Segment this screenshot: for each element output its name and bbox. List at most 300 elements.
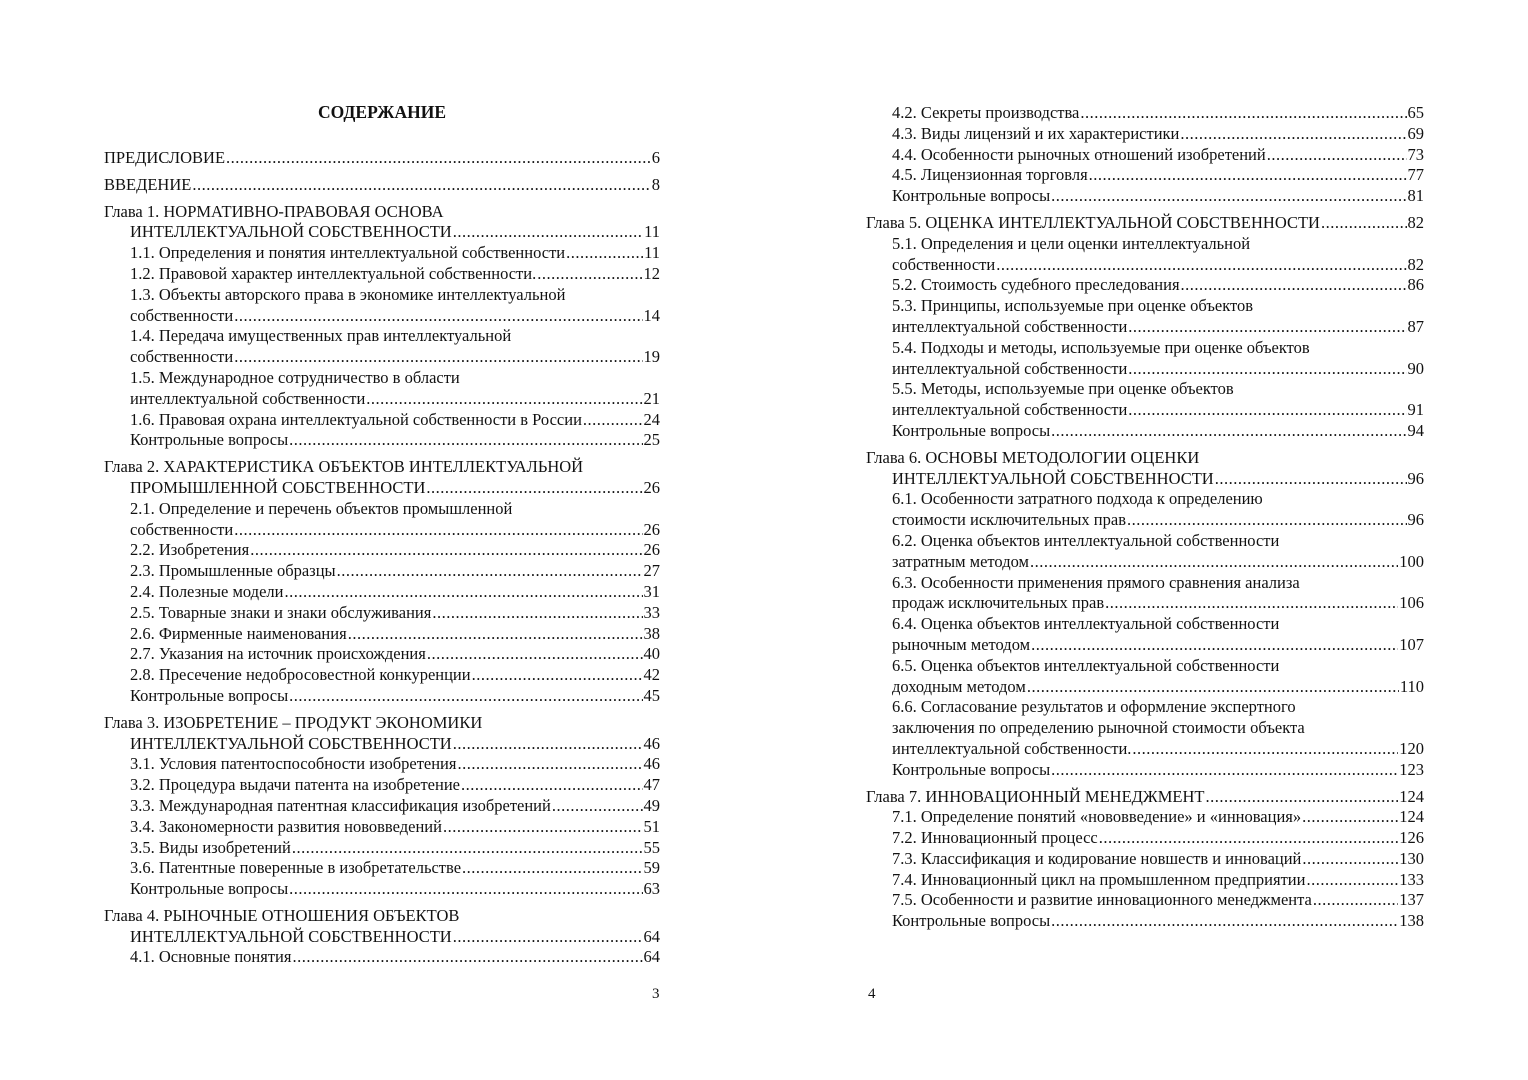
toc-entry[interactable] bbox=[866, 186, 1424, 207]
entry-page-number: 123 bbox=[1399, 759, 1424, 779]
entry-page-number: 100 bbox=[1399, 551, 1424, 571]
toc-entry[interactable] bbox=[866, 828, 1424, 849]
dot-leader bbox=[453, 734, 643, 755]
entry-page-number: 47 bbox=[643, 775, 660, 795]
toc-entry[interactable] bbox=[104, 644, 660, 665]
entry-title: 4.1. Основные понятия bbox=[130, 947, 292, 967]
toc-entry[interactable] bbox=[866, 145, 1424, 166]
dot-leader bbox=[566, 243, 643, 264]
dot-leader bbox=[432, 603, 642, 624]
right-page bbox=[764, 0, 1528, 1080]
toc-entry[interactable] bbox=[104, 175, 660, 196]
entry-page-number: 130 bbox=[1399, 848, 1424, 868]
entry-title: Контрольные вопросы bbox=[892, 759, 1051, 779]
entry-title: 2.5. Товарные знаки и знаки обслуживания bbox=[130, 602, 432, 622]
entry-title: 4.2. Секреты производства bbox=[892, 103, 1080, 122]
dot-leader bbox=[192, 175, 650, 196]
entry-page-number: 120 bbox=[1399, 738, 1424, 758]
entry-title-line: заключения по определению рыночной стоимости объекта bbox=[892, 718, 1305, 738]
entry-page-number: 33 bbox=[643, 602, 660, 622]
dot-leader bbox=[583, 410, 643, 431]
toc-row bbox=[130, 947, 660, 968]
entry-title: Контрольные вопросы bbox=[892, 911, 1051, 931]
entry-title: 3.6. Патентные поверенные в изобретательстве bbox=[130, 858, 462, 878]
entry-title: 3.2. Процедура выдачи патента на изобретение bbox=[130, 775, 460, 795]
entry-page-number: 138 bbox=[1399, 911, 1424, 931]
toc-row bbox=[892, 760, 1424, 781]
toc-row bbox=[866, 787, 1424, 808]
entry-page-number: 96 bbox=[1407, 468, 1424, 488]
toc-row bbox=[130, 775, 660, 796]
dot-leader bbox=[1321, 213, 1407, 234]
toc-entry[interactable] bbox=[104, 264, 660, 285]
entry-page-number: 106 bbox=[1399, 593, 1424, 613]
toc-entry[interactable] bbox=[866, 656, 1424, 698]
toc-entry[interactable] bbox=[104, 148, 660, 169]
entry-page-number: 38 bbox=[643, 623, 660, 643]
toc-row bbox=[130, 306, 660, 327]
toc-entry[interactable] bbox=[104, 947, 660, 968]
entry-page-number: 96 bbox=[1407, 510, 1424, 530]
entry-title-line: 6.3. Особенности применения прямого сравнения анализа bbox=[892, 572, 1300, 592]
entry-page-number: 137 bbox=[1399, 890, 1424, 910]
toc-title: СОДЕРЖАНИЕ bbox=[317, 102, 446, 122]
entry-title: Контрольные вопросы bbox=[892, 420, 1051, 440]
entry-title-line: 1.3. Объекты авторского права в экономике интеллектуальной bbox=[130, 284, 566, 304]
page-number: 4 bbox=[868, 986, 876, 1002]
entry-page-number: 81 bbox=[1407, 186, 1424, 206]
dot-leader bbox=[337, 561, 643, 582]
dot-leader bbox=[552, 796, 643, 817]
toc-row bbox=[130, 243, 660, 264]
entry-title: 2.2. Изобретения bbox=[130, 540, 250, 560]
toc-entry[interactable] bbox=[104, 410, 660, 431]
toc-entry[interactable] bbox=[104, 326, 660, 368]
toc-row bbox=[892, 421, 1424, 442]
entry-page-number: 64 bbox=[643, 947, 660, 967]
entry-title: интеллектуальной собственности bbox=[892, 400, 1128, 420]
entry-title: стоимости исключительных прав bbox=[892, 510, 1126, 530]
toc-row bbox=[892, 165, 1424, 186]
dot-leader bbox=[453, 927, 643, 948]
dot-leader bbox=[348, 624, 643, 645]
entry-title: интеллектуальной собственности bbox=[130, 388, 366, 408]
entry-page-number: 8 bbox=[651, 174, 660, 194]
dot-leader bbox=[461, 775, 643, 796]
entry-title: 3.3. Международная патентная классификация изобретений bbox=[130, 795, 551, 815]
dot-leader bbox=[289, 686, 642, 707]
entry-title: 2.7. Указания на источник происхождения bbox=[130, 644, 426, 664]
entry-page-number: 46 bbox=[643, 733, 660, 753]
entry-page-number: 90 bbox=[1407, 358, 1424, 378]
dot-leader bbox=[457, 754, 642, 775]
toc-row bbox=[892, 552, 1424, 573]
toc-row bbox=[892, 593, 1424, 614]
toc-entry[interactable] bbox=[104, 202, 660, 244]
entry-page-number: 69 bbox=[1407, 123, 1424, 143]
dot-leader bbox=[234, 520, 642, 541]
entry-page-number: 63 bbox=[643, 879, 660, 899]
chapter-heading: Глава 6. ОСНОВЫ МЕТОДОЛОГИИ ОЦЕНКИ bbox=[866, 447, 1200, 467]
toc-row bbox=[130, 624, 660, 645]
toc-row bbox=[130, 410, 660, 431]
toc-row bbox=[130, 540, 660, 561]
toc-entry[interactable] bbox=[104, 858, 660, 879]
entry-title: 1.6. Правовая охрана интеллектуальной собственности в России bbox=[130, 409, 582, 429]
dot-leader bbox=[1051, 760, 1398, 781]
dot-leader bbox=[292, 838, 643, 859]
entry-page-number: 51 bbox=[643, 816, 660, 836]
toc-entry[interactable] bbox=[866, 890, 1424, 911]
dot-leader bbox=[1027, 677, 1399, 698]
toc-row bbox=[130, 879, 660, 900]
toc-row bbox=[104, 734, 660, 755]
toc-row bbox=[892, 124, 1424, 145]
toc-row bbox=[892, 255, 1424, 276]
dot-leader bbox=[250, 540, 642, 561]
toc-row bbox=[130, 603, 660, 624]
toc-entry[interactable] bbox=[104, 906, 660, 948]
toc-entry[interactable] bbox=[866, 103, 1424, 124]
dot-leader bbox=[1080, 103, 1406, 124]
entry-title: 7.5. Особенности и развитие инновационного менеджмента bbox=[892, 890, 1312, 910]
entry-page-number: 19 bbox=[643, 347, 660, 367]
toc-row bbox=[130, 796, 660, 817]
entry-title: 7.4. Инновационный цикл на промышленном предприятии bbox=[892, 869, 1306, 889]
toc-row bbox=[130, 817, 660, 838]
dot-leader bbox=[453, 222, 643, 243]
dot-leader bbox=[537, 264, 642, 285]
toc-row bbox=[104, 148, 660, 169]
dot-leader bbox=[366, 389, 642, 410]
entry-page-number: 27 bbox=[643, 561, 660, 581]
toc-list-right bbox=[866, 103, 1424, 932]
dot-leader bbox=[1215, 469, 1407, 490]
entry-page-number: 21 bbox=[643, 388, 660, 408]
toc-row bbox=[130, 520, 660, 541]
toc-row bbox=[892, 186, 1424, 207]
entry-page-number: 26 bbox=[643, 477, 660, 497]
dot-leader bbox=[1306, 870, 1398, 891]
toc-entry[interactable] bbox=[866, 338, 1424, 380]
dot-leader bbox=[1051, 186, 1406, 207]
dot-leader bbox=[234, 347, 642, 368]
toc-row bbox=[130, 347, 660, 368]
chapter-heading: Глава 4. РЫНОЧНЫЕ ОТНОШЕНИЯ ОБЪЕКТОВ bbox=[104, 905, 460, 925]
dot-leader bbox=[1132, 739, 1398, 760]
entry-title: 2.3. Промышленные образцы bbox=[130, 561, 336, 581]
entry-title: собственности bbox=[130, 305, 234, 325]
dot-leader bbox=[1205, 787, 1398, 808]
toc-entry[interactable] bbox=[866, 213, 1424, 234]
toc-entry[interactable] bbox=[104, 686, 660, 707]
toc-row bbox=[866, 469, 1424, 490]
toc-row bbox=[130, 754, 660, 775]
entry-title: 5.2. Стоимость судебного преследования bbox=[892, 275, 1180, 295]
chapter-heading: Глава 3. ИЗОБРЕТЕНИЕ – ПРОДУКТ ЭКОНОМИКИ bbox=[104, 712, 483, 732]
dot-leader bbox=[1030, 552, 1398, 573]
entry-page-number: 31 bbox=[643, 581, 660, 601]
toc-entry[interactable] bbox=[866, 573, 1424, 615]
toc-entry[interactable] bbox=[104, 582, 660, 603]
entry-title-line: 5.1. Определения и цели оценки интеллектуальной bbox=[892, 233, 1251, 253]
toc-row bbox=[892, 510, 1424, 531]
dot-leader bbox=[1128, 317, 1406, 338]
entry-title: интеллектуальной собственности bbox=[892, 358, 1128, 378]
toc-row bbox=[892, 635, 1424, 656]
toc-entry[interactable] bbox=[104, 243, 660, 264]
toc-row bbox=[892, 890, 1424, 911]
entry-page-number: 46 bbox=[643, 754, 660, 774]
entry-title: 7.1. Определение понятий «нововведение» и «инновация» bbox=[892, 807, 1302, 827]
toc-entry[interactable] bbox=[866, 234, 1424, 276]
toc-row bbox=[892, 317, 1424, 338]
entry-page-number: 11 bbox=[644, 243, 660, 263]
chapter-title: ИНТЕЛЛЕКТУАЛЬНОЙ СОБСТВЕННОСТИ bbox=[130, 222, 452, 242]
toc-row bbox=[104, 927, 660, 948]
dot-leader bbox=[443, 817, 643, 838]
entry-title-line: 6.2. Оценка объектов интеллектуальной собственности bbox=[892, 530, 1280, 550]
entry-title: 2.8. Пресечение недобросовестной конкуренции bbox=[130, 665, 471, 685]
toc-entry[interactable] bbox=[866, 531, 1424, 573]
toc-entry[interactable] bbox=[866, 697, 1424, 759]
entry-title: 2.6. Фирменные наименования bbox=[130, 623, 347, 643]
dot-leader bbox=[1099, 828, 1398, 849]
entry-title: собственности bbox=[130, 519, 234, 539]
entry-title: 2.4. Полезные модели bbox=[130, 581, 284, 601]
entry-title: собственности bbox=[892, 254, 996, 274]
toc-row bbox=[130, 389, 660, 410]
toc-entry[interactable] bbox=[104, 838, 660, 859]
entry-title: 1.1. Определения и понятия интеллектуальной собственности bbox=[130, 243, 566, 263]
toc-row bbox=[104, 222, 660, 243]
chapter-heading: Глава 2. ХАРАКТЕРИСТИКА ОБЪЕКТОВ ИНТЕЛЛЕКТУАЛЬНОЙ bbox=[104, 457, 584, 477]
toc-entry[interactable] bbox=[104, 603, 660, 624]
dot-leader bbox=[1031, 635, 1398, 656]
toc-row bbox=[130, 858, 660, 879]
toc-list-left bbox=[104, 142, 660, 968]
toc-entry[interactable] bbox=[104, 754, 660, 775]
entry-title: собственности bbox=[130, 347, 234, 367]
toc-entry[interactable] bbox=[866, 448, 1424, 490]
entry-title: интеллектуальной собственности bbox=[892, 316, 1128, 336]
entry-title: 3.1. Условия патентоспособности изобретения bbox=[130, 754, 457, 774]
entry-page-number: 26 bbox=[643, 519, 660, 539]
entry-title-line: 2.1. Определение и перечень объектов промышленной bbox=[130, 498, 513, 518]
toc-entry[interactable] bbox=[866, 787, 1424, 808]
toc-row bbox=[892, 359, 1424, 380]
chapter-title: ИНТЕЛЛЕКТУАЛЬНОЙ СОБСТВЕННОСТИ bbox=[130, 733, 452, 753]
dot-leader bbox=[1105, 593, 1398, 614]
entry-page-number: 87 bbox=[1407, 316, 1424, 336]
dot-leader bbox=[234, 306, 642, 327]
dot-leader bbox=[289, 879, 642, 900]
dot-leader bbox=[1128, 400, 1406, 421]
dot-leader bbox=[1267, 145, 1407, 166]
entry-title: Глава 7. ИННОВАЦИОННЫЙ МЕНЕДЖМЕНТ bbox=[866, 786, 1205, 806]
entry-title-line: 5.3. Принципы, используемые при оценке объектов bbox=[892, 296, 1254, 316]
entry-title: Глава 5. ОЦЕНКА ИНТЕЛЛЕКТУАЛЬНОЙ СОБСТВЕННОСТИ bbox=[866, 212, 1320, 232]
toc-row bbox=[892, 103, 1424, 124]
chapter-title: ИНТЕЛЛЕКТУАЛЬНОЙ СОБСТВЕННОСТИ bbox=[130, 926, 452, 946]
toc-row bbox=[130, 582, 660, 603]
entry-page-number: 77 bbox=[1407, 165, 1424, 185]
entry-title-line: 6.5. Оценка объектов интеллектуальной собственности bbox=[892, 655, 1280, 675]
toc-entry[interactable] bbox=[866, 911, 1424, 932]
dot-leader bbox=[226, 148, 651, 169]
toc-entry[interactable] bbox=[104, 817, 660, 838]
entry-page-number: 11 bbox=[644, 222, 660, 242]
toc-row bbox=[866, 213, 1424, 234]
dot-leader bbox=[1181, 275, 1407, 296]
entry-title: 4.4. Особенности рыночных отношений изобретений bbox=[892, 144, 1266, 164]
dot-leader bbox=[1127, 510, 1407, 531]
toc-entry[interactable] bbox=[866, 849, 1424, 870]
toc-entry[interactable] bbox=[104, 285, 660, 327]
toc-entry[interactable] bbox=[104, 879, 660, 900]
toc-row bbox=[130, 838, 660, 859]
toc-entry[interactable] bbox=[104, 624, 660, 645]
toc-row bbox=[130, 686, 660, 707]
toc-row bbox=[130, 561, 660, 582]
entry-title: затратным методом bbox=[892, 551, 1029, 571]
entry-page-number: 133 bbox=[1399, 869, 1424, 889]
dot-leader bbox=[426, 478, 642, 499]
toc-entry[interactable] bbox=[104, 796, 660, 817]
entry-title-line: 6.1. Особенности затратного подхода к определению bbox=[892, 489, 1263, 509]
toc-row bbox=[892, 400, 1424, 421]
toc-row bbox=[130, 644, 660, 665]
entry-page-number: 55 bbox=[643, 837, 660, 857]
toc-row bbox=[892, 911, 1424, 932]
dot-leader bbox=[1313, 890, 1398, 911]
entry-title: 4.3. Виды лицензий и их характеристики bbox=[892, 123, 1180, 143]
entry-page-number: 45 bbox=[643, 685, 660, 705]
entry-title: 1.2. Правовой характер интеллектуальной собственности. bbox=[130, 263, 537, 283]
entry-page-number: 107 bbox=[1399, 634, 1424, 654]
toc-entry[interactable] bbox=[866, 489, 1424, 531]
toc-entry[interactable] bbox=[866, 614, 1424, 656]
toc-row bbox=[130, 430, 660, 451]
entry-title-line: 6.6. Согласование результатов и оформление экспертного bbox=[892, 697, 1296, 717]
page-number: 3 bbox=[652, 986, 660, 1002]
entry-title: ПРЕДИСЛОВИЕ bbox=[104, 148, 226, 167]
entry-title: доходным методом bbox=[892, 676, 1026, 696]
entry-title-line: 5.5. Методы, используемые при оценке объектов bbox=[892, 379, 1234, 399]
entry-page-number: 82 bbox=[1407, 254, 1424, 274]
dot-leader bbox=[1128, 359, 1406, 380]
dot-leader bbox=[462, 858, 642, 879]
toc-entry[interactable] bbox=[104, 368, 660, 410]
entry-page-number: 91 bbox=[1407, 400, 1424, 420]
toc-entry[interactable] bbox=[866, 124, 1424, 145]
entry-page-number: 59 bbox=[643, 858, 660, 878]
toc-entry[interactable] bbox=[104, 457, 660, 499]
dot-leader bbox=[292, 947, 642, 968]
toc-entry[interactable] bbox=[866, 275, 1424, 296]
entry-title-line: 6.4. Оценка объектов интеллектуальной собственности bbox=[892, 614, 1280, 634]
entry-page-number: 25 bbox=[643, 430, 660, 450]
entry-title: Контрольные вопросы bbox=[130, 430, 289, 450]
toc-entry[interactable] bbox=[104, 430, 660, 451]
toc-entry[interactable] bbox=[104, 775, 660, 796]
entry-page-number: 73 bbox=[1407, 144, 1424, 164]
toc-entry[interactable] bbox=[866, 421, 1424, 442]
toc-entry[interactable] bbox=[866, 165, 1424, 186]
dot-leader bbox=[289, 430, 642, 451]
entry-title: 7.2. Инновационный процесс bbox=[892, 828, 1098, 848]
entry-page-number: 12 bbox=[643, 263, 660, 283]
entry-page-number: 42 bbox=[643, 665, 660, 685]
entry-page-number: 49 bbox=[643, 795, 660, 815]
entry-page-number: 82 bbox=[1407, 212, 1424, 232]
toc-row bbox=[130, 264, 660, 285]
entry-page-number: 94 bbox=[1407, 420, 1424, 440]
entry-title: 7.3. Классификация и кодирование новшеств и инноваций bbox=[892, 848, 1302, 868]
entry-title: 3.4. Закономерности развития нововведений bbox=[130, 816, 442, 836]
toc-row bbox=[892, 145, 1424, 166]
toc-row bbox=[892, 807, 1424, 828]
entry-title: ВВЕДЕНИЕ bbox=[104, 174, 192, 194]
dot-leader bbox=[1302, 807, 1398, 828]
dot-leader bbox=[427, 644, 643, 665]
toc-row bbox=[892, 849, 1424, 870]
toc-row bbox=[130, 665, 660, 686]
entry-title: продаж исключительных прав bbox=[892, 593, 1105, 613]
dot-leader bbox=[996, 255, 1406, 276]
entry-page-number: 124 bbox=[1399, 786, 1424, 806]
toc-entry[interactable] bbox=[866, 870, 1424, 891]
entry-page-number: 65 bbox=[1407, 103, 1424, 122]
entry-title: 4.5. Лицензионная торговля bbox=[892, 165, 1088, 185]
toc-row bbox=[892, 739, 1424, 760]
entry-page-number: 124 bbox=[1399, 807, 1424, 827]
chapter-title: ИНТЕЛЛЕКТУАЛЬНОЙ СОБСТВЕННОСТИ bbox=[892, 468, 1214, 488]
dot-leader bbox=[1302, 849, 1398, 870]
entry-title-line: 1.5. Международное сотрудничество в области bbox=[130, 367, 460, 387]
entry-title: Контрольные вопросы bbox=[892, 186, 1051, 206]
entry-page-number: 26 bbox=[643, 540, 660, 560]
toc-entry[interactable] bbox=[866, 379, 1424, 421]
entry-title: Контрольные вопросы bbox=[130, 879, 289, 899]
toc-entry[interactable] bbox=[866, 296, 1424, 338]
dot-leader bbox=[1089, 165, 1407, 186]
toc-entry[interactable] bbox=[104, 713, 660, 755]
toc-entry[interactable] bbox=[866, 807, 1424, 828]
entry-title-line: 1.4. Передача имущественных прав интеллектуальной bbox=[130, 326, 512, 346]
entry-page-number: 6 bbox=[651, 148, 660, 167]
entry-page-number: 86 bbox=[1407, 275, 1424, 295]
toc-row bbox=[892, 828, 1424, 849]
toc-entry[interactable] bbox=[104, 665, 660, 686]
entry-page-number: 40 bbox=[643, 644, 660, 664]
dot-leader bbox=[284, 582, 642, 603]
dot-leader bbox=[1180, 124, 1406, 145]
entry-title-line: 5.4. Подходы и методы, используемые при оценке объектов bbox=[892, 337, 1310, 357]
toc-row bbox=[892, 275, 1424, 296]
toc-entry[interactable] bbox=[866, 760, 1424, 781]
entry-page-number: 110 bbox=[1399, 676, 1424, 696]
toc-row bbox=[892, 870, 1424, 891]
toc-row bbox=[892, 677, 1424, 698]
toc-row bbox=[104, 478, 660, 499]
toc-entry[interactable] bbox=[104, 499, 660, 541]
entry-title: 3.5. Виды изобретений bbox=[130, 837, 291, 857]
entry-title: Контрольные вопросы bbox=[130, 685, 289, 705]
entry-page-number: 126 bbox=[1399, 828, 1424, 848]
toc-entry[interactable] bbox=[104, 561, 660, 582]
toc-entry[interactable] bbox=[104, 540, 660, 561]
